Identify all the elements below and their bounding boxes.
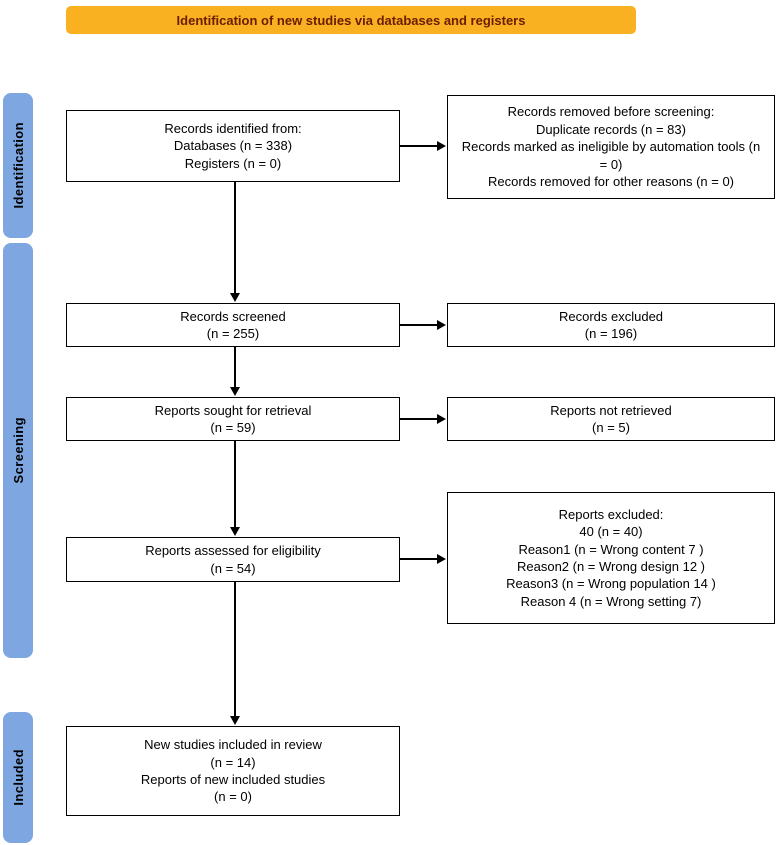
box-line: 40 (n = 40) xyxy=(579,524,643,540)
arrow-screened-to-sought xyxy=(234,347,236,388)
box-line: (n = 196) xyxy=(584,326,638,341)
box-records-screened xyxy=(66,303,400,347)
box-line: Records marked as ineligible by automation tools (n = 0) xyxy=(461,139,761,172)
box-line: Reason 4 (n = Wrong setting 7) xyxy=(520,593,702,609)
box-records-removed-before-screening xyxy=(447,95,775,199)
box-studies-included xyxy=(66,726,400,816)
box-line: (n = 255) xyxy=(206,326,260,341)
box-line: Records identified from: xyxy=(164,120,302,136)
box-line: Reason2 (n = Wrong design 12 ) xyxy=(516,559,705,574)
box-reports-not-retrieved xyxy=(447,397,775,441)
arrow-screened-to-excluded xyxy=(400,324,438,326)
box-reports-assessed xyxy=(66,537,400,582)
stage-label-identification xyxy=(3,93,33,238)
arrow-sought-to-assessed xyxy=(234,441,236,528)
stage-label-identification-text: Identification xyxy=(10,122,26,209)
box-line: Records excluded xyxy=(558,308,664,324)
stage-label-included xyxy=(3,712,33,843)
box-records-identified xyxy=(66,110,400,182)
box-line: Reports sought for retrieval xyxy=(154,402,312,418)
box-records-excluded xyxy=(447,303,775,347)
stage-label-screening xyxy=(3,243,33,658)
top-banner xyxy=(66,6,636,34)
box-line: Reason3 (n = Wrong population 14 ) xyxy=(506,576,716,592)
box-line: Duplicate records (n = 83) xyxy=(536,121,686,137)
arrow-identified-to-screened xyxy=(234,182,236,294)
box-line: Reports of new included studies xyxy=(140,772,326,787)
box-line: Databases (n = 338) xyxy=(173,138,293,154)
arrow-identified-to-removed xyxy=(400,145,438,147)
box-line: Reports assessed for eligibility xyxy=(145,543,321,559)
box-line: Reports not retrieved xyxy=(550,402,672,418)
box-reports-excluded xyxy=(447,492,775,624)
box-line: Reason1 (n = Wrong content 7 ) xyxy=(518,541,704,557)
arrow-assessed-to-excluded xyxy=(400,558,438,560)
box-line: Records screened xyxy=(180,308,286,324)
box-line: Reports excluded: xyxy=(558,506,664,522)
box-line: New studies included in review xyxy=(144,737,322,753)
box-line: Records removed before screening: xyxy=(507,104,715,120)
box-line: (n = 0) xyxy=(214,789,252,805)
arrow-sought-to-not-retrieved xyxy=(400,418,438,420)
box-line: (n = 54) xyxy=(210,560,256,576)
box-line: (n = 14) xyxy=(210,754,256,770)
stage-label-screening-text: Screening xyxy=(10,417,26,484)
stage-label-included-text: Included xyxy=(10,749,26,806)
box-line: Records removed for other reasons (n = 0) xyxy=(487,174,735,190)
box-reports-sought xyxy=(66,397,400,441)
top-banner-label: Identification of new studies via databases and registers xyxy=(176,12,526,28)
box-line: (n = 5) xyxy=(592,420,630,435)
arrow-assessed-to-included xyxy=(234,582,236,717)
box-line: Registers (n = 0) xyxy=(184,155,282,171)
box-line: (n = 59) xyxy=(210,420,256,435)
